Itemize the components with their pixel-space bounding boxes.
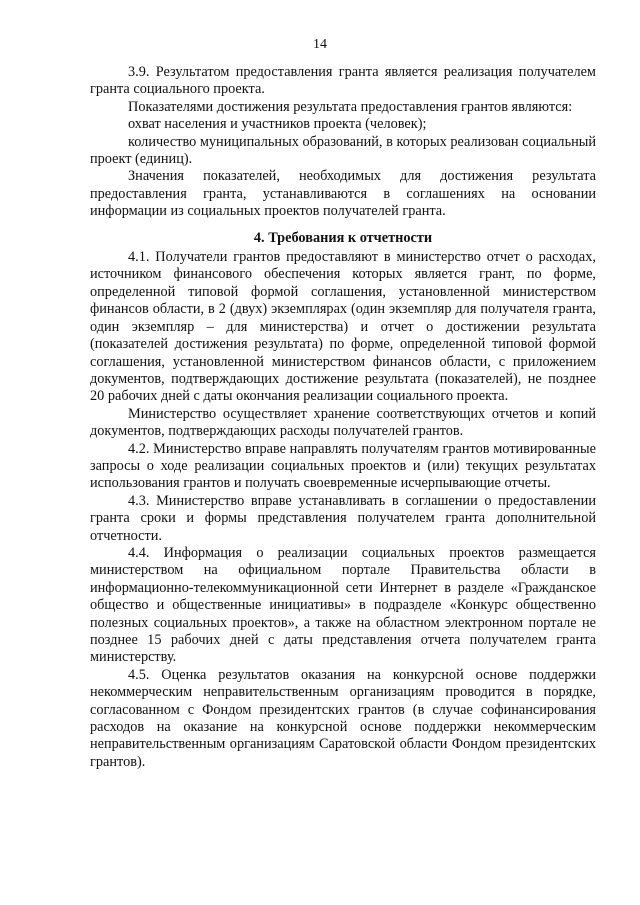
paragraph-indicator-municipalities: количество муниципальных образований, в которых реализован социальный проект (единиц).	[90, 133, 596, 168]
paragraph-indicator-coverage: охват населения и участников проекта (человек);	[128, 116, 427, 133]
paragraph-indicator-values: Значения показателей, необходимых для достижения результата предоставления гранта, устанавливаются в соглашениях на основании информации из социальных проектов получателей гранта.	[90, 168, 596, 220]
paragraph-4-3: 4.3. Министерство вправе устанавливать в соглашении о предоставлении гранта сроки и формы представления получателем гранта дополнительной отчетности.	[90, 492, 596, 544]
paragraph-indicators-intro: Показателями достижения результата предоставления грантов являются:	[128, 98, 573, 115]
paragraph-4-5: 4.5. Оценка результатов оказания на конкурсной основе поддержки некоммерческим неправительственным организациям проводится в порядке, согласованном с Фондом президентских грантов (в случае софинансирования расходов на оказание на конкурсной основе поддержки некоммерческим неправительственным организациям Саратовской области Фондом президентских грантов).	[90, 666, 596, 770]
paragraph-3-9: 3.9. Результатом предоставления гранта является реализация получателем гранта социального проекта.	[90, 64, 596, 98]
document-body	[90, 64, 596, 771]
paragraph-storage: Министерство осуществляет хранение соответствующих отчетов и копий документов, подтверждающих расходы получателей грантов.	[90, 405, 596, 440]
paragraph-4-1: 4.1. Получатели грантов предоставляют в министерство отчет о расходах, источником финансового обеспечения которых является грант, по форме, определенной типовой формой соглашения, установленной министерством финансов области, в 2 (двух) экземплярах (один экземпляр для получателя гранта, один экземпляр – для министерства) и отчет о достижении результата (показателей достижения результата) по форме, определенной типовой формой соглашения, установленной министерством финансов области, с приложением документов, подтверждающих достижение результата (показателей), не позднее 20 рабочих дней с даты окончания реализации социального проекта.	[90, 249, 596, 405]
paragraph-4-4: 4.4. Информация о реализации социальных проектов размещается министерством на официальном портале Правительства области в информационно-телекоммуникационной сети Интернет в разделе «Гражданское общество и общественные инициативы» в подразделе «Конкурс общественно полезных социальных проектов», а также на областном электронном портале не позднее 15 рабочих дней с даты представления отчета получателем гранта министерству.	[90, 544, 596, 666]
paragraph-4-2: 4.2. Министерство вправе направлять получателям грантов мотивированные запросы о ходе реализации социальных проектов и (или) текущих результатах использования грантов и получать своевременные исчерпывающие отчеты.	[90, 440, 596, 492]
section-4-heading: 4. Требования к отчетности	[253, 229, 433, 246]
page-number: 14	[313, 37, 327, 52]
